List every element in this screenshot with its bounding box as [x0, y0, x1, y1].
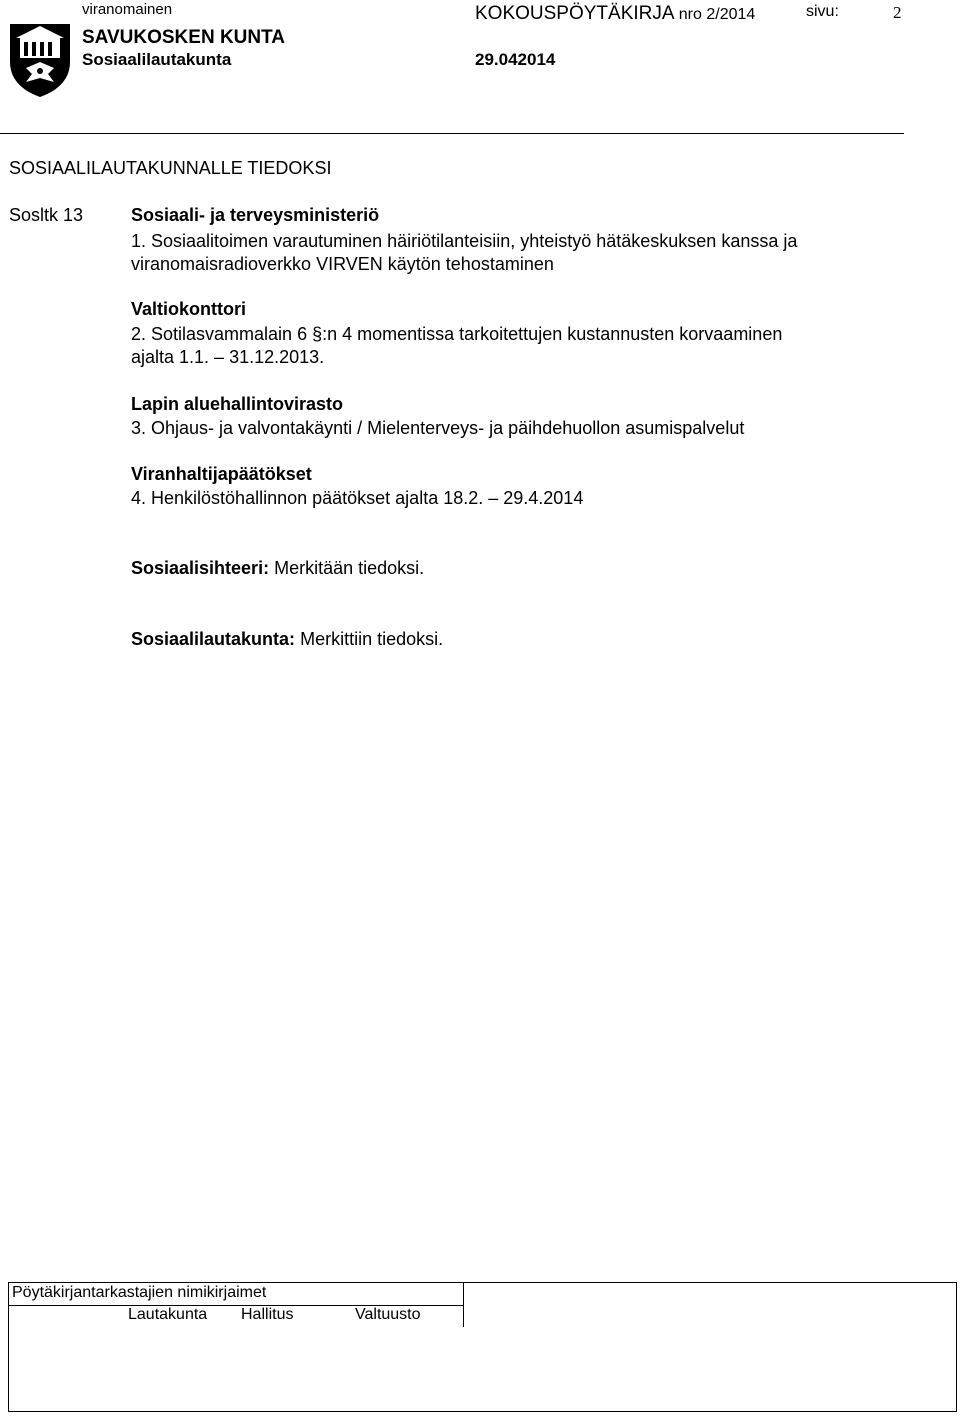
item-3-heading: Lapin aluehallintovirasto: [131, 394, 344, 414]
meeting-date: 29.042014: [475, 50, 556, 69]
label-valtuusto: Valtuusto: [355, 1306, 421, 1323]
document-title-line: [475, 3, 755, 25]
item-1-line-1: 1. Sosiaalitoimen varautuminen häiriötilanteisiin, yhteistyö hätäkeskuksen kanssa ja: [131, 231, 798, 251]
item-1-line-2: viranomaisradioverkko VIRVEN käytön tehostaminen: [131, 254, 554, 274]
committee-name: Sosiaalilautakunta: [82, 50, 232, 69]
reviewer-initials-title: Pöytäkirjantarkastajien nimikirjaimet: [12, 1284, 267, 1301]
section-title: SOSIAALILAUTAKUNNALLE TIEDOKSI: [9, 158, 332, 178]
document-number: nro 2/2014: [678, 6, 756, 23]
label-hallitus: Hallitus: [241, 1306, 294, 1323]
municipality-name: SAVUKOSKEN KUNTA: [82, 27, 286, 48]
secretary-label: Sosiaalisihteeri:: [131, 558, 270, 578]
item-1-heading: Sosiaali- ja terveysministeriö: [131, 205, 380, 225]
item-3-line-1: 3. Ohjaus- ja valvontakäynti / Mielenterveys- ja päihdehuollon asumispalvelut: [131, 418, 745, 438]
header-divider: [0, 133, 904, 134]
board-label: Sosiaalilautakunta:: [131, 629, 296, 649]
page-label: sivu:: [806, 3, 839, 20]
item-4-line-1: 4. Henkilöstöhallinnon päätökset ajalta 18.2. – 29.4.2014: [131, 488, 584, 508]
label-lautakunta: Lautakunta: [128, 1306, 208, 1323]
secretary-decision: [131, 558, 424, 579]
secretary-text: Merkitään tiedoksi.: [274, 558, 425, 578]
municipality-coat-of-arms-logo: [8, 22, 72, 98]
header-status: viranomainen: [82, 1, 173, 18]
item-2-heading: Valtiokonttori: [131, 299, 247, 319]
page-number: 2: [893, 3, 902, 22]
item-2-line-1: 2. Sotilasvammalain 6 §:n 4 momentissa tarkoitettujen kustannusten korvaaminen: [131, 324, 783, 344]
board-text: Merkittiin tiedoksi.: [300, 629, 444, 649]
reviewer-initials-box: [8, 1282, 957, 1412]
item-2-line-2: ajalta 1.1. – 31.12.2013.: [131, 347, 325, 367]
section-code: Sosltk 13: [9, 205, 84, 225]
board-decision: [131, 629, 443, 650]
reviewer-initials-labels: [9, 1305, 464, 1327]
item-4-heading: Viranhaltijapäätökset: [131, 464, 312, 484]
reviewer-initials-title-cell: [9, 1283, 464, 1306]
document-title: KOKOUSPÖYTÄKIRJA: [475, 3, 674, 24]
